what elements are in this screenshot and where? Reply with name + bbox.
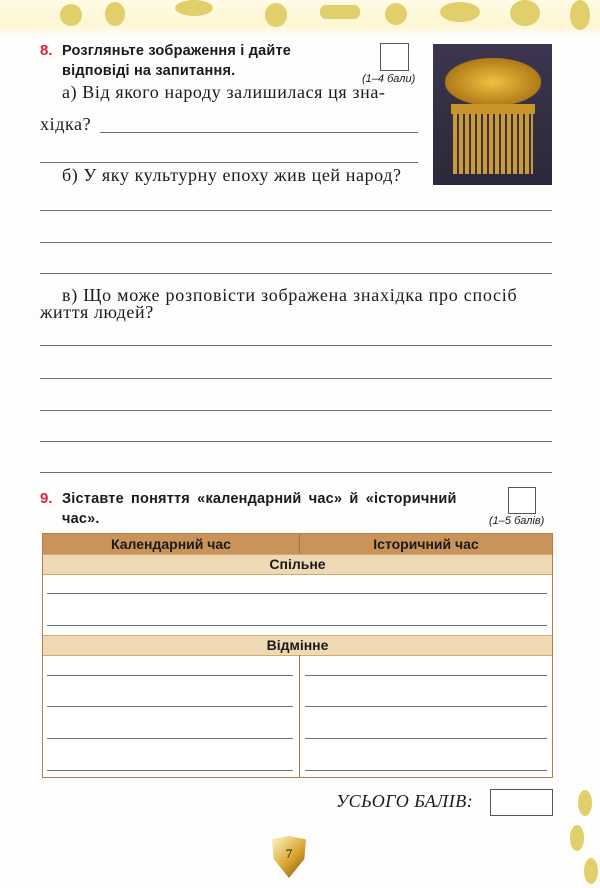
- cave-figure-icon: [105, 2, 125, 26]
- answer-line[interactable]: [47, 675, 293, 676]
- task8-points: (1–4 бали): [362, 73, 416, 85]
- column-divider: [299, 655, 300, 777]
- question-a-line2: хідка?: [40, 114, 92, 134]
- cave-figure-icon: [570, 0, 590, 30]
- task9-score-box[interactable]: [508, 487, 536, 514]
- golden-comb-image: [433, 44, 552, 185]
- task8-number: 8.: [40, 42, 53, 59]
- comparison-table: [42, 533, 553, 778]
- column-header-calendar: Календарний час: [111, 536, 231, 552]
- footprint-icon: [570, 825, 584, 851]
- question-b: б) У яку культурну епоху жив цей народ?: [62, 165, 402, 185]
- answer-line[interactable]: [40, 345, 552, 346]
- decorative-header-band: [0, 0, 600, 36]
- cave-figure-icon: [385, 3, 407, 25]
- table-header: [43, 534, 552, 555]
- question-c-line2: життя людей?: [40, 302, 154, 322]
- section-different: Відмінне: [43, 635, 552, 656]
- answer-line[interactable]: [305, 706, 547, 707]
- cave-figure-icon: [440, 2, 480, 22]
- cave-figure-icon: [265, 3, 287, 27]
- answer-line[interactable]: [305, 770, 547, 771]
- question-a-line1: а) Від якого народу залишилася ця зна-: [62, 82, 386, 102]
- answer-line[interactable]: [40, 210, 552, 211]
- total-score-label: УСЬОГО БАЛІВ:: [336, 791, 474, 811]
- cave-figure-icon: [60, 4, 82, 26]
- answer-line[interactable]: [47, 770, 293, 771]
- answer-line[interactable]: [47, 706, 293, 707]
- answer-line[interactable]: [40, 273, 552, 274]
- task9-number: 9.: [40, 490, 53, 507]
- task8-title-line2: відповіді на запитання.: [62, 63, 236, 79]
- answer-line[interactable]: [40, 162, 418, 163]
- answer-line[interactable]: [47, 593, 547, 594]
- task8-score-box[interactable]: [380, 43, 409, 71]
- answer-line[interactable]: [47, 625, 547, 626]
- footprint-icon: [584, 858, 598, 884]
- answer-line[interactable]: [305, 738, 547, 739]
- column-header-historical: Історичний час: [373, 536, 479, 552]
- page-number: 7: [285, 846, 293, 861]
- task9-title-line1: Зіставте поняття «календарний час» й «історичний: [62, 491, 457, 507]
- answer-line[interactable]: [40, 378, 552, 379]
- total-score-box[interactable]: [490, 789, 553, 816]
- cave-figure-icon: [510, 0, 540, 26]
- answer-line[interactable]: [47, 738, 293, 739]
- cave-animal-icon: [320, 5, 360, 19]
- answer-line[interactable]: [100, 132, 418, 133]
- answer-line[interactable]: [40, 441, 552, 442]
- section-common: Спільне: [43, 554, 552, 575]
- answer-line[interactable]: [40, 410, 552, 411]
- answer-line[interactable]: [40, 242, 552, 243]
- task9-points: (1–5 балів): [489, 515, 545, 527]
- footprint-icon: [578, 790, 592, 816]
- answer-line[interactable]: [40, 472, 552, 473]
- task9-title-line2: час».: [62, 511, 100, 527]
- question-c-line1: в) Що може розповісти зображена знахідка про спосіб: [62, 285, 518, 305]
- cave-figure-icon: [175, 0, 213, 16]
- answer-line[interactable]: [305, 675, 547, 676]
- task8-title-line1: Розгляньте зображення і дайте: [62, 43, 292, 59]
